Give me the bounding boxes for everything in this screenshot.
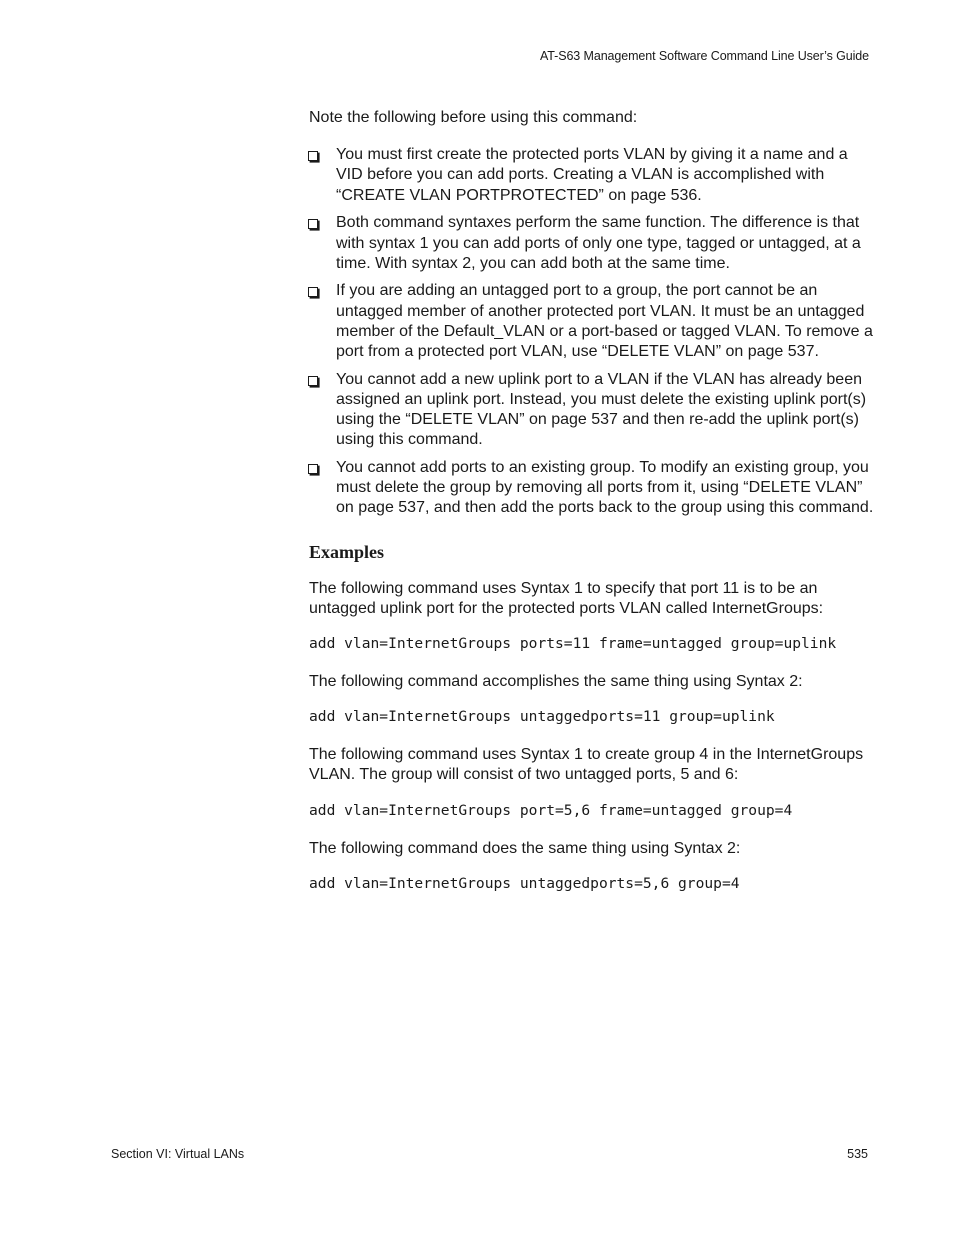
notes-list (307, 145, 875, 518)
note-text: If you are adding an untagged port to a group, the port cannot be an untagged member of another protected port VLAN. It must be an untagged member of the Default_VLAN or a port-based or tagged VLAN. To remove a port from a protected port VLAN, use “DELETE VLAN” on page 537. (336, 282, 873, 361)
checkbox-bullet-icon (308, 219, 318, 229)
note-text: You cannot add ports to an existing group. To modify an existing group, you must delete the group by removing all ports from it, using “DELETE VLAN” on page 537, and then add the ports back to the group using this command. (336, 459, 874, 517)
list-item (307, 145, 875, 206)
example-description: The following command uses Syntax 1 to create group 4 in the InternetGroups VLAN. The group will consist of two untagged ports, 5 and 6: (309, 746, 864, 784)
intro-paragraph: Note the following before using this command: (309, 109, 638, 126)
example-description: The following command uses Syntax 1 to specify that port 11 is to be an untagged uplink port for the protected ports VLAN called InternetGroups: (309, 579, 824, 617)
example-description: The following command does the same thing using Syntax 2: (309, 839, 741, 857)
page-content (309, 108, 875, 912)
list-item (307, 458, 875, 519)
note-text: You cannot add a new uplink port to a VLAN if the VLAN has already been assigned an uplink port. Instead, you must delete the existing uplink port(s) using the “DELETE VLAN” on page 537 and then re-add the uplink port(s) using this command. (336, 370, 867, 449)
example-command: add vlan=InternetGroups untaggedports=11 group=uplink (309, 708, 775, 726)
example-command: add vlan=InternetGroups ports=11 frame=untagged group=uplink (309, 635, 837, 653)
example-command: add vlan=InternetGroups untaggedports=5,6 group=4 (309, 874, 740, 892)
examples-heading: Examples (309, 541, 385, 562)
list-item (307, 281, 875, 362)
checkbox-bullet-icon (308, 287, 318, 297)
example-description: The following command accomplishes the same thing using Syntax 2: (309, 673, 803, 691)
checkbox-bullet-icon (308, 376, 318, 386)
note-text: You must first create the protected ports VLAN by giving it a name and a VID before you can add ports. Creating a VLAN is accomplished with “CREATE VLAN PORTPROTECTED” on page 536. (336, 146, 848, 204)
page-number: 535 (847, 1147, 868, 1161)
list-item (307, 370, 875, 451)
footer-section-title: Section VI: Virtual LANs (111, 1147, 245, 1161)
checkbox-bullet-icon (308, 464, 318, 474)
note-text: Both command syntaxes perform the same function. The difference is that with syntax 1 you can add ports of only one type, tagged or untagged, at a time. With syntax 2, you can add both at the same time. (336, 214, 861, 272)
list-item (307, 213, 875, 274)
example-command: add vlan=InternetGroups port=5,6 frame=untagged group=4 (309, 801, 793, 819)
checkbox-bullet-icon (308, 151, 318, 161)
running-header: AT-S63 Management Software Command Line User’s Guide (540, 49, 869, 63)
